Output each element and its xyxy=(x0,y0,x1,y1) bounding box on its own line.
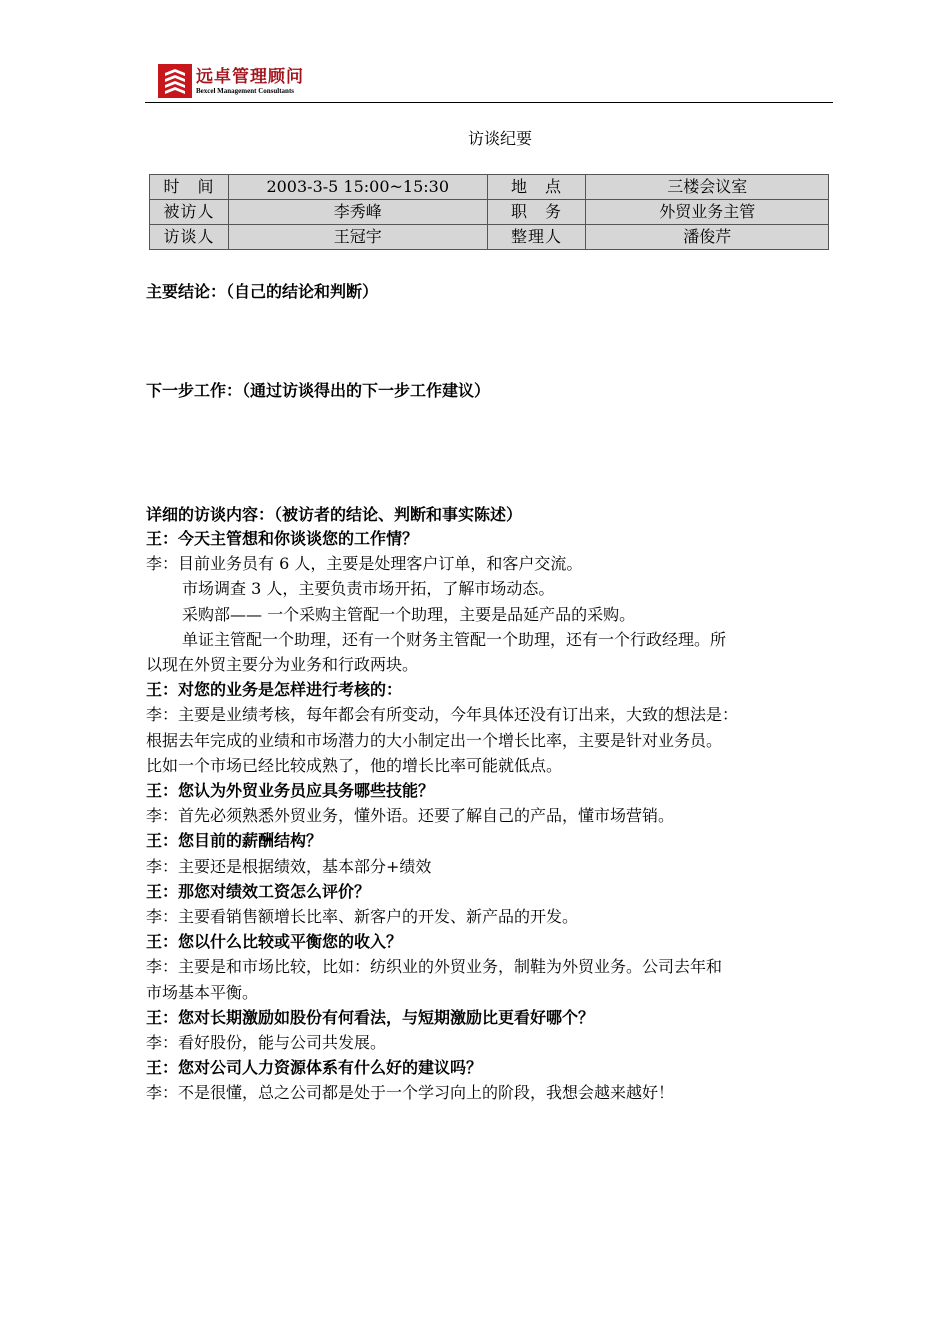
answer-line: 李：看好股份，能与公司共发展。 xyxy=(146,1033,387,1053)
header-divider xyxy=(145,102,833,103)
document-title: 访谈纪要 xyxy=(467,129,532,148)
answer-line: 李：主要看销售额增长比率、新客户的开发、新产品的开发。 xyxy=(146,907,579,927)
question-line: 王：您以什么比较或平衡您的收入？ xyxy=(146,932,403,952)
position-label: 职 务 xyxy=(487,200,586,225)
answer-line: 李：目前业务员有 6 人，主要是处理客户订单，和客户交流。 xyxy=(146,554,583,574)
answer-line: 李：主要还是根据绩效，基本部分+绩效 xyxy=(146,856,432,876)
question-line: 王：您对长期激励如股份有何看法，与短期激励比更看好哪个？ xyxy=(146,1007,595,1027)
answer-line: 根据去年完成的业绩和市场潜力的大小制定出一个增长比率，主要是针对业务员。 xyxy=(146,730,723,750)
answer-line: 李：首先必须熟悉外贸业务，懂外语。还要了解自己的产品，懂市场营销。 xyxy=(146,806,675,826)
location-label: 地 点 xyxy=(487,175,586,200)
question-line: 王：对您的业务是怎样进行考核的： xyxy=(146,680,403,700)
interviewee-value: 李秀峰 xyxy=(228,200,487,225)
answer-line: 市场基本平衡。 xyxy=(146,982,259,1002)
time-label: 时 间 xyxy=(150,175,229,200)
logo-icon xyxy=(158,64,192,98)
answer-line: 比如一个市场已经比较成熟了，他的增长比率可能就低点。 xyxy=(146,755,563,775)
question-line: 王：您认为外贸业务员应具务哪些技能？ xyxy=(146,781,435,801)
interviewer-value: 王冠宇 xyxy=(228,225,487,250)
question-line: 王：今天主管想和你谈谈您的工作情？ xyxy=(146,529,419,548)
logo-subtitle: Bexcel Management Consultants xyxy=(196,86,294,95)
question-line: 王：您目前的薪酬结构？ xyxy=(146,831,323,851)
table-row xyxy=(150,175,829,200)
answer-line: 采购部—— 一个采购主管配一个助理，主要是品延产品的采购。 xyxy=(182,604,636,624)
interviewee-label: 被访人 xyxy=(150,200,229,225)
table-row xyxy=(150,200,829,225)
interview-transcript xyxy=(146,526,836,1106)
answer-line: 李：不是很懂，总之公司都是处于一个学习向上的阶段，我想会越来越好！ xyxy=(146,1083,675,1103)
recorder-value: 潘俊芹 xyxy=(586,225,829,250)
question-line: 王：那您对绩效工资怎么评价？ xyxy=(146,881,371,901)
details-heading: 详细的访谈内容：（被访者的结论、判断和事实陈述） xyxy=(146,505,523,524)
next-steps-heading: 下一步工作：（通过访谈得出的下一步工作建议） xyxy=(146,381,491,400)
time-value: 2003-3-5 15:00~15:30 xyxy=(228,175,487,200)
table-row xyxy=(150,225,829,250)
company-logo xyxy=(158,64,304,98)
interview-info-table xyxy=(149,174,829,250)
interviewer-label: 访谈人 xyxy=(150,225,229,250)
location-value: 三楼会议室 xyxy=(586,175,829,200)
position-value: 外贸业务主管 xyxy=(586,200,829,225)
answer-line: 以现在外贸主要分为业务和行政两块。 xyxy=(146,655,419,675)
conclusion-heading: 主要结论：（自己的结论和判断） xyxy=(146,282,379,301)
answer-line: 单证主管配一个助理，还有一个财务主管配一个助理，还有一个行政经理。所 xyxy=(182,629,727,649)
answer-line: 李：主要是和市场比较，比如：纺织业的外贸业务，制鞋为外贸业务。公司去年和 xyxy=(146,957,723,977)
logo-name: 远卓管理顾问 xyxy=(196,66,304,87)
answer-line: 李：主要是业绩考核，每年都会有所变动，今年具体还没有订出来，大致的想法是： xyxy=(146,705,739,725)
recorder-label: 整理人 xyxy=(487,225,586,250)
answer-line: 市场调查 3 人，主要负责市场开拓，了解市场动态。 xyxy=(182,579,555,599)
question-line: 王：您对公司人力资源体系有什么好的建议吗？ xyxy=(146,1058,483,1078)
